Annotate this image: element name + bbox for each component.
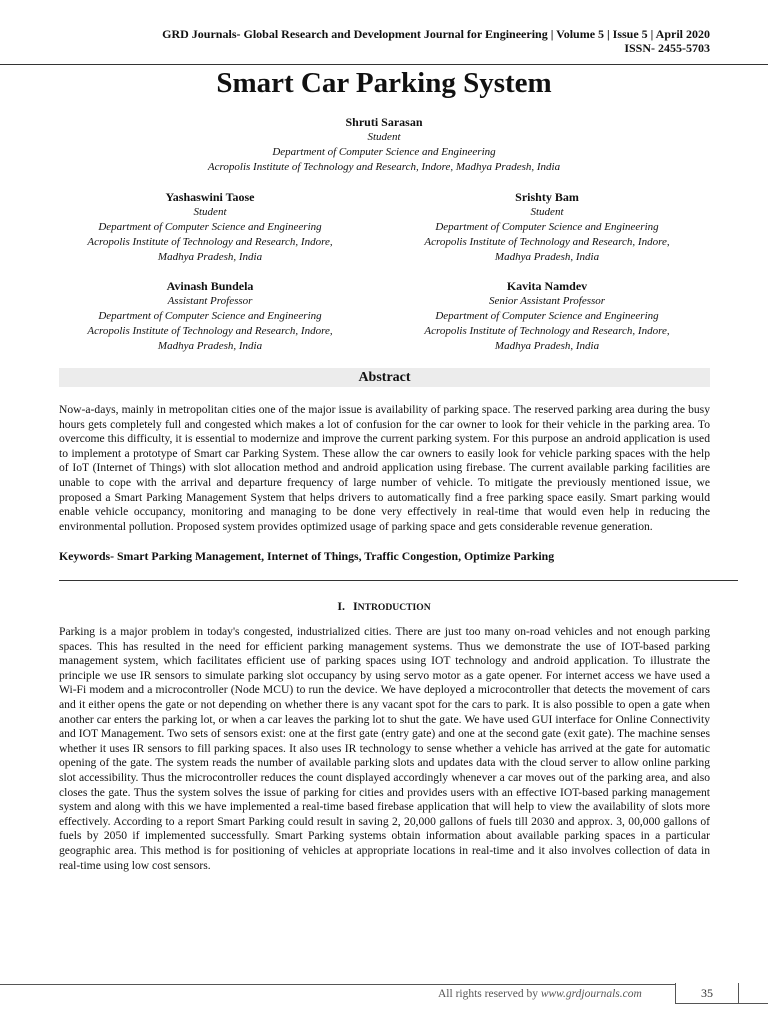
author-block-3 (397, 190, 697, 265)
author-role: Assistant Professor (167, 295, 253, 307)
author-block-5 (397, 279, 697, 354)
author-block-1 (0, 115, 768, 175)
footer-rights: All rights reserved by (438, 988, 541, 1000)
footer-copyright (438, 988, 642, 1000)
author-block-4 (60, 279, 360, 354)
journal-header (162, 27, 710, 55)
section-title-initial: I (352, 599, 358, 613)
section-title-rest: NTRODUCTION (357, 602, 431, 613)
author-department: Department of Computer Science and Engineering (272, 146, 496, 158)
author-institute: Acropolis Institute of Technology and Research, Indore, Madhya Pradesh, India (207, 161, 561, 173)
section-heading-introduction (0, 599, 768, 615)
author-name: Srishty Bam (515, 190, 579, 204)
author-role: Student (530, 206, 564, 218)
abstract-heading: Abstract (59, 368, 710, 387)
section-divider (59, 580, 738, 581)
author-role: Student (193, 206, 227, 218)
journal-header-issn: ISSN- 2455-5703 (624, 41, 710, 55)
author-institute: Acropolis Institute of Technology and Research, Indore, (87, 236, 333, 248)
author-location: Madhya Pradesh, India (494, 340, 600, 352)
author-name: Kavita Namdev (506, 279, 588, 293)
footer-site-link[interactable]: www.grdjournals.com (540, 988, 642, 1000)
author-institute: Acropolis Institute of Technology and Research, Indore, (424, 325, 670, 337)
author-location: Madhya Pradesh, India (157, 340, 263, 352)
author-role: Student (367, 131, 401, 143)
footer-divider (0, 984, 675, 985)
footer-corner-line (737, 1003, 768, 1004)
author-location: Madhya Pradesh, India (494, 251, 600, 263)
header-divider (0, 64, 768, 65)
author-department: Department of Computer Science and Engineering (435, 310, 659, 322)
page-number: 35 (675, 983, 739, 1004)
paper-title: Smart Car Parking System (216, 67, 552, 99)
section-number: I. (337, 599, 345, 613)
author-institute: Acropolis Institute of Technology and Research, Indore, (424, 236, 670, 248)
author-name: Shruti Sarasan (345, 115, 423, 129)
author-location: Madhya Pradesh, India (157, 251, 263, 263)
author-name: Yashaswini Taose (165, 190, 255, 204)
author-department: Department of Computer Science and Engineering (98, 310, 322, 322)
abstract-text: Now-a-days, mainly in metropolitan cities one of the major issue is availability of parking space. The reserved parking area during the busy hours gets completely full and congested which makes a lot of confusion for the car owner to look for their vehicle in the parking area. To overcome this difficulty, it is essential to modernize and improve the current parking system. For this purpose an android application is used to implement a prototype of Smart car Parking System. These allow the car owners to easily look for vehicle parking spaces with the help of IoT (Internet of Things) with slot allocation method and android application using firebase. The current available parking facilities are unable to cope with the arrival and departure frequency of large number of vehicle. To mitigate the previously mentioned issue, we proposed a Smart Parking Management System that helps drivers to automatically find a free parking space easily. Smart parking would enable vehicle occupancy, monitoring and managing to be done very effectively in real-time that would even help in reducing the environmental pollution. Proposed system provides optimized usage of parking space and gets considerable revenue generation. (59, 403, 710, 533)
author-role: Senior Assistant Professor (488, 295, 606, 307)
journal-header-line1: GRD Journals- Global Research and Development Journal for Engineering | Volume 5 | Issue 5 | April 2020 (162, 27, 710, 41)
introduction-text: Parking is a major problem in today's congested, industrialized cities. There are just too many on-road vehicles and not enough parking spaces. This has resulted in the need for efficient parking management systems. Thus we demonstrate the use of IOT-based parking management system, which facilitates efficient use of parking spaces using IOT technology and android application. To illustrate the principle we use IR sensors to simulate parking slot occupancy by using servo motor as a gate opener. For internet access we have used a Wi-Fi modem and a microcontroller (Node MCU) to run the device. We have deployed a microcontroller that detects the movement of cars and it either opens the gate or not depending on whether there is any vacant spot for the cars to park. It is also possible to open a gate when another car enters the parking lot, or when a car leaves the parking lot to shut the gate. We have used GUI interface for Online Connectivity and IOT Management. Two sets of sensors exist: one at the first gate (entry gate) and one at the second gate (exit gate). The machine senses whether it uses IR sensors to fill parking spaces. It also uses IR technology to sense whether a vehicle has arrived at the gate for automatic opening of the gate. The system reads the number of available parking slots and updates data with the cloud server to allow online parking slot accessibility. Thus the microcontroller reduces the count displayed accordingly whenever a car moves out of the parking area, and also closes the gate. Thus the system solves the issue of parking for cities and provides users with an effective IOT-based parking management system and along with this we have implemented a real-time based firebase application that will help to view the availability of slots more effectively. According to a report Smart Parking could result in saving 2, 20,000 gallons of fuels till 2030 and approx. 3, 00,000 gallons of fuels by 2050 if implemented successfully. Smart Parking systems obtain information about available parking spaces in a particular geographic area. This method is for positioning of vehicles at appropriate locations in real-time and it also involves collection of data in real-time using low cost sensors. (59, 625, 710, 872)
author-department: Department of Computer Science and Engineering (435, 221, 659, 233)
author-block-2 (60, 190, 360, 265)
author-department: Department of Computer Science and Engineering (98, 221, 322, 233)
author-institute: Acropolis Institute of Technology and Research, Indore, (87, 325, 333, 337)
keywords: Keywords- Smart Parking Management, Internet of Things, Traffic Congestion, Optimize Parking (59, 549, 555, 563)
author-name: Avinash Bundela (166, 279, 254, 293)
